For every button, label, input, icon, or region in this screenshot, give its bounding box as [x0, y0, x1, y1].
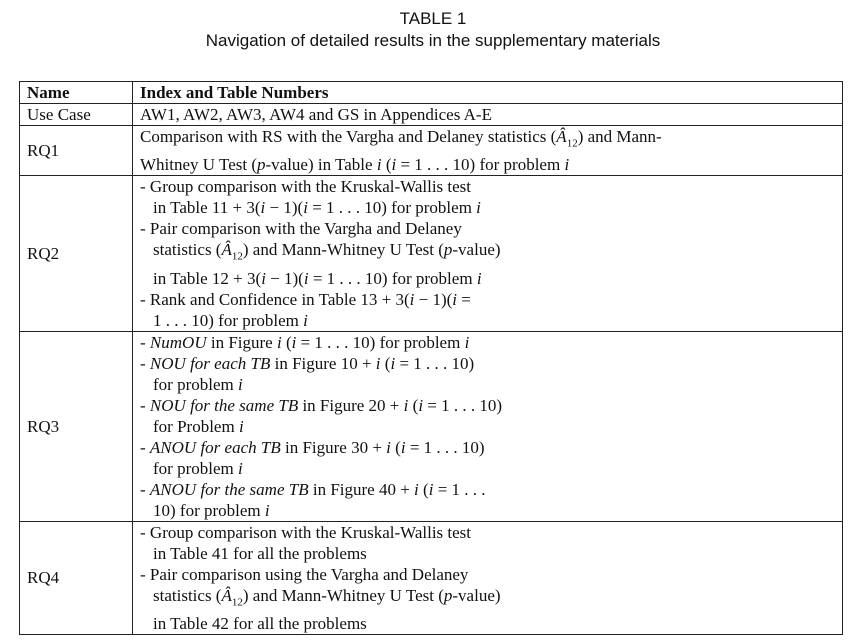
- description-line: for Problem i: [153, 416, 244, 436]
- description-line: - Pair comparison with the Vargha and Delaney: [140, 219, 462, 239]
- description-line: 10) for problem i: [153, 500, 270, 520]
- table-title: Navigation of detailed results in the supplementary materials: [205, 31, 661, 50]
- table-row: [20, 331, 843, 521]
- description-line: 1 . . . 10) for problem i: [153, 310, 308, 330]
- description-line: in Table 11 + 3(i − 1)(i = 1 . . . 10) for problem i: [153, 198, 481, 218]
- description-line: Comparison with RS with the Vargha and Delaney statistics $(Â_{12})$ and Mann-: [140, 127, 662, 150]
- table-row: [20, 521, 843, 634]
- description-line: - Pair comparison using the Vargha and Delaney: [140, 564, 469, 584]
- description-line: - NOU for the same TB in Figure 20 + i (i = 1 . . . 10): [140, 395, 503, 415]
- description-line: - ANOU for each TB in Figure 30 + i (i = 1 . . . 10): [140, 437, 485, 457]
- table-row: [20, 176, 843, 331]
- description-line: - Group comparison with the Kruskal-Wallis test: [140, 177, 472, 197]
- description-line: - Group comparison with the Kruskal-Wallis test: [140, 522, 472, 542]
- description-line: in Table 12 + 3(i − 1)(i = 1 . . . 10) for problem i: [153, 268, 482, 288]
- row-name: RQ3: [20, 331, 133, 521]
- table-row: [20, 104, 843, 126]
- table-label: TABLE 1: [399, 9, 467, 28]
- header-index: Index and Table Numbers: [133, 82, 843, 104]
- results-navigation-table: [19, 81, 843, 635]
- row-name: RQ2: [20, 176, 133, 331]
- description-line: - NOU for each TB in Figure 10 + i (i = 1 . . . 10): [140, 353, 475, 373]
- row-index-description: [133, 521, 843, 634]
- description-line: Whitney U Test (p-value) in Table i (i = 1 . . . 10) for problem i: [140, 155, 570, 175]
- description-line: in Table 41 for all the problems: [153, 543, 367, 563]
- header-name: Name: [20, 82, 133, 104]
- description-line: AW1, AW2, AW3, AW4 and GS in Appendices A-E: [140, 105, 492, 124]
- row-name: RQ1: [20, 126, 133, 176]
- description-line: - ANOU for the same TB in Figure 40 + i (i = 1 . . .: [140, 479, 486, 499]
- table-row: [20, 126, 843, 176]
- row-index-description: [133, 176, 843, 331]
- row-name: RQ4: [20, 521, 133, 634]
- row-name: Use Case: [20, 104, 133, 126]
- description-line: statistics $(Â_{12})$ and Mann-Whitney U Test (p-value): [153, 240, 501, 263]
- table-body: [20, 104, 843, 635]
- description-line: statistics $(Â_{12})$ and Mann-Whitney U Test (p-value): [153, 585, 501, 609]
- description-line: for problem i: [153, 458, 243, 478]
- description-line: for problem i: [153, 374, 243, 394]
- description-line: - NumOU in Figure i (i = 1 . . . 10) for problem i: [140, 332, 470, 352]
- row-index-description: [133, 126, 843, 176]
- table-header-row: [20, 82, 843, 104]
- row-index-description: [133, 331, 843, 521]
- description-line: - Rank and Confidence in Table 13 + 3(i − 1)(i =: [140, 289, 471, 309]
- description-line: in Table 42 for all the problems: [153, 614, 367, 634]
- row-index-description: [133, 104, 843, 126]
